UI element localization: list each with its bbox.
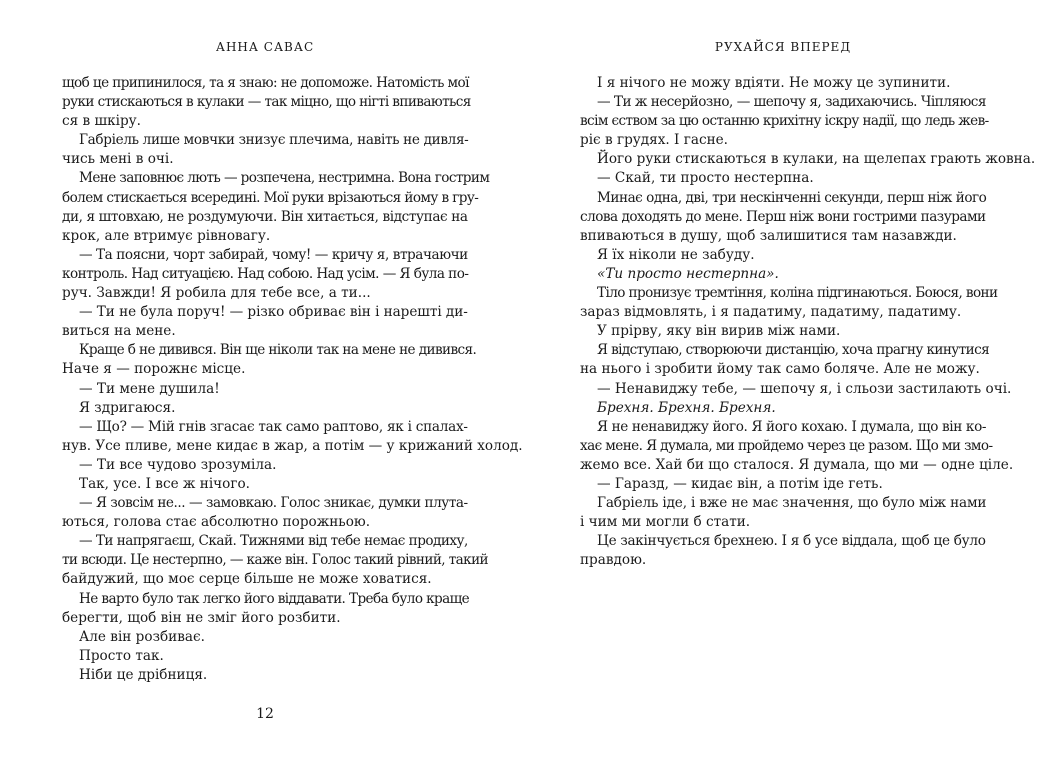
text-line: — Ти напрягаєш, Скай. Тижнями від тебе немає продиху, xyxy=(79,533,468,550)
text-line: ти всюди. Це нестерпно, — каже він. Голос такий рівний, такий xyxy=(62,552,488,569)
text-line: руки стискаються в кулаки — так міцно, що нігті впиваються xyxy=(62,94,471,111)
text-line: Мене заповнює лють — розпечена, нестримна. Вона гострим xyxy=(79,170,490,187)
running-head-author: АННА САВАС xyxy=(215,40,315,54)
text-line: — Ненавиджу тебе, — шепочу я, і сльози застилають очі. xyxy=(597,380,1012,397)
left-page-text xyxy=(62,74,523,685)
text-line: — Що? — Мій гнів згасає так само раптово, як і спалах- xyxy=(79,418,468,435)
text-line: Краще б не дивився. Він ще ніколи так на мене не дивився. xyxy=(79,342,477,359)
text-line: ся в шкіру. xyxy=(62,113,141,130)
text-line: Минає одна, дві, три нескінченні секунди, перш ніж його xyxy=(597,189,987,206)
text-line: і чим ми могли б стати. xyxy=(580,514,751,531)
text-line: Я здригаюся. xyxy=(79,399,176,416)
text-line: Не варто було так легко його віддавати. Треба було краще xyxy=(79,590,470,607)
right-page xyxy=(580,0,1036,760)
text-line: — Я зовсім не... — замовкаю. Голос зникає, думки плута- xyxy=(79,495,468,512)
text-line: всім єством за цю останню крихітну іскру надії, що ледь жев- xyxy=(580,113,989,130)
text-line: жемо все. Хай би що сталося. Я думала, що ми — одне ціле. xyxy=(580,456,1014,473)
text-line: Наче я — порожнє місце. xyxy=(62,361,246,378)
text-line: Просто так. xyxy=(79,647,164,664)
text-line: Габріель іде, і вже не має значення, що було між нами xyxy=(597,495,987,512)
text-line: Я відступаю, створюючи дистанцію, хоча прагну кинутися xyxy=(597,342,990,359)
text-line: Габріель лише мовчки знизує плечима, навіть не дивля- xyxy=(79,132,469,149)
right-page-text xyxy=(580,74,1036,570)
text-line: І я нічого не можу вдіяти. Не можу це зупинити. xyxy=(597,75,951,91)
text-line: ди, я штовхаю, не роздумуючи. Він хитається, відступає на xyxy=(62,208,468,225)
page-number: 12 xyxy=(256,706,274,722)
text-line: впиваються в душу, щоб залишитися там назавжди. xyxy=(580,227,957,244)
text-line: крок, але втримує рівновагу. xyxy=(62,227,271,244)
text-line: У прірву, яку він вирив між нами. xyxy=(597,323,841,340)
text-line: Його руки стискаються в кулаки, на щелепах грають жовна. xyxy=(597,151,1036,168)
running-head-title: РУХАЙСЯ ВПЕРЕД xyxy=(714,40,852,54)
text-line: ріє в грудях. І гасне. xyxy=(580,132,728,149)
text-line: — Скай, ти просто нестерпна. xyxy=(597,170,814,187)
text-line: зараз відмовлять, і я падатиму, падатиму, падатиму. xyxy=(580,304,962,321)
text-line: — Гаразд, — кидає він, а потім іде геть. xyxy=(597,475,883,492)
text-line: Я не ненавиджу його. Я його кохаю. І думала, що він ко- xyxy=(597,418,987,435)
text-line: — Ти все чудово зрозуміла. xyxy=(79,456,277,473)
text-line: хає мене. Я думала, ми пройдемо через це разом. Що ми змо- xyxy=(580,437,993,454)
italic-text-line: Брехня. Брехня. Брехня. xyxy=(597,399,776,416)
text-line: — Ти не була поруч! — різко обриває він і нарешті ди- xyxy=(79,304,468,321)
text-line: правдою. xyxy=(580,552,647,569)
text-line: болем стискається всередині. Мої руки врізаються йому в гру- xyxy=(62,189,479,206)
left-page xyxy=(62,0,523,760)
text-line: — Ти мене душила! xyxy=(79,380,220,397)
text-line: чись мені в очі. xyxy=(62,151,174,168)
text-line: байдужий, що моє серце більше не може ховатися. xyxy=(62,571,432,588)
text-line: виться на мене. xyxy=(62,323,176,340)
text-line: руч. Завжди! Я робила для тебе все, а ти... xyxy=(62,285,371,302)
italic-quote-line: «Ти просто нестерпна». xyxy=(597,265,779,282)
text-line: — Ти ж несерйозно, — шепочу я, задихаючись. Чіпляюся xyxy=(597,94,986,111)
text-line: Ніби це дрібниця. xyxy=(79,666,208,683)
text-line: берегти, щоб він не зміг його розбити. xyxy=(62,609,341,626)
text-line: слова доходять до мене. Перш ніж вони гострими пазурами xyxy=(580,208,986,225)
text-line: Я їх ніколи не забуду. xyxy=(597,246,755,263)
text-line: ються, голова стає абсолютно порожньою. xyxy=(62,514,371,531)
text-line: на нього і зробити йому так само боляче. Але не можу. xyxy=(580,361,980,378)
text-line: — Та поясни, чорт забирай, чому! — кричу я, втрачаючи xyxy=(79,246,468,263)
text-line: нув. Усе пливе, мене кидає в жар, а потім — у крижаний холод. xyxy=(62,437,523,454)
text-line: контроль. Над ситуацією. Над собою. Над усім. — Я була по- xyxy=(62,265,469,282)
text-line: Тіло пронизує тремтіння, коліна підгинаються. Боюся, вони xyxy=(597,285,998,302)
text-line: Так, усе. І все ж нічого. xyxy=(79,475,250,492)
text-line: Але він розбиває. xyxy=(79,628,205,645)
text-line: щоб це припинилося, та я знаю: не допоможе. Натомість мої xyxy=(62,75,469,91)
text-line: Це закінчується брехнею. І я б усе віддала, щоб це було xyxy=(597,533,986,550)
